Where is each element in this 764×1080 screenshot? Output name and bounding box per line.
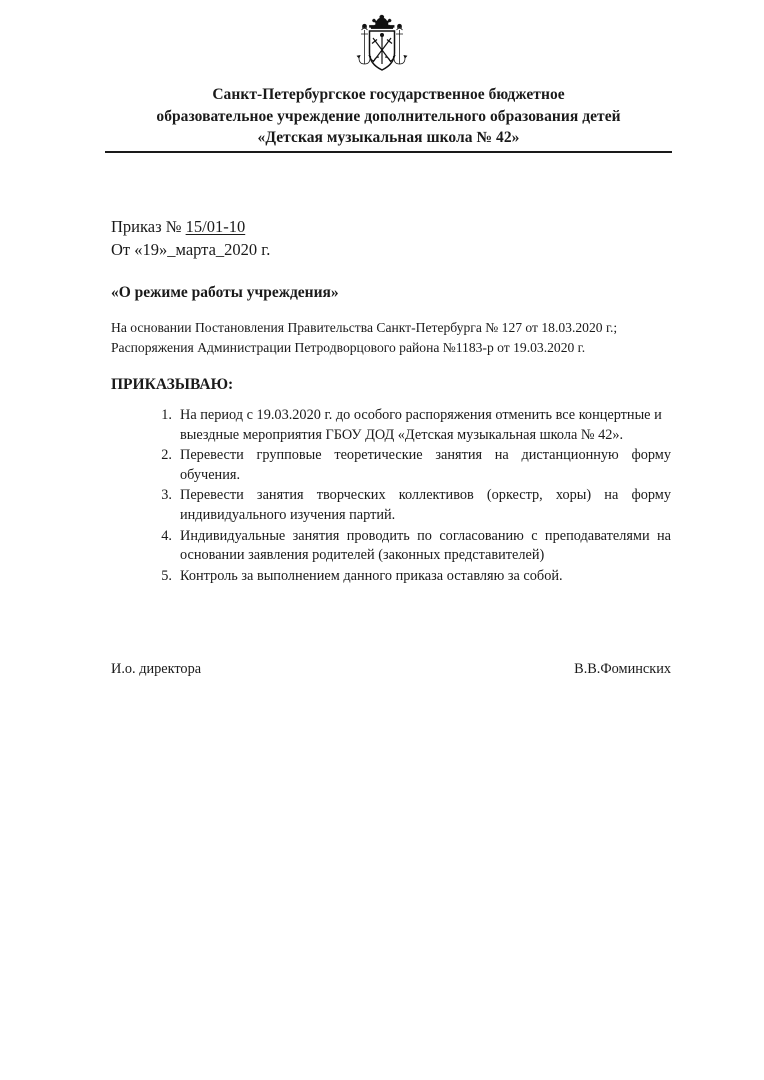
order-date: От «19»_марта_2020 г. — [111, 240, 271, 259]
directive-marker: 2. — [161, 447, 172, 464]
directive-text: Перевести групповые теоретические занятия на дистанционную форму обучения. — [180, 447, 671, 483]
directive-text: Индивидуальные занятия проводить по согласованию с преподавателями на основании заявления родителей (законных представителей) — [180, 527, 671, 564]
directives-list — [150, 406, 671, 587]
legal-basis-line-2: Распоряжения Администрации Петродворцового района №1183-р от 19.03.2020 г. — [111, 339, 586, 355]
signatory-role: И.о. директора — [111, 661, 202, 677]
directive-item — [150, 406, 671, 445]
organization-title-line-3: «Детская музыкальная школа № 42» — [257, 129, 520, 146]
directive-item — [150, 567, 671, 587]
organization-title-line-1: Санкт-Петербургское государственное бюджетное — [212, 86, 565, 103]
directive-item — [150, 486, 671, 525]
directive-marker: 4. — [161, 527, 172, 544]
order-number-line — [111, 216, 245, 238]
signature-block — [111, 659, 671, 679]
directive-text: Перевести занятия творческих коллективов (оркестр, хоры) на форму индивидуального изучения партий. — [180, 487, 671, 523]
order-verb-heading: ПРИКАЗЫВАЮ: — [111, 376, 234, 393]
order-subject: «О режиме работы учреждения» — [111, 284, 339, 301]
legal-basis-line-1: На основании Постановления Правительства Санкт-Петербурга № 127 от 18.03.2020 г.; — [111, 320, 618, 335]
order-number-label: Приказ № — [111, 217, 186, 236]
directive-marker: 1. — [161, 407, 172, 423]
directive-item — [150, 527, 671, 566]
directive-item — [150, 446, 671, 485]
directive-text: Контроль за выполнением данного приказа оставляю за собой. — [180, 567, 563, 584]
organization-title-line-2: образовательное учреждение дополнительного образования детей — [156, 107, 621, 125]
signatory-name: В.В.Фоминских — [574, 661, 671, 677]
directive-text: На период с 19.03.2020 г. до особого распоряжения отменить все концертные и выездные мероприятия ГБОУ ДОД «Детская музыкальная школа № 42». — [180, 407, 662, 443]
legal-basis — [111, 318, 673, 357]
coat-of-arms-emblem — [0, 12, 764, 82]
order-number-value: 15/01-10 — [185, 217, 246, 236]
header-divider — [105, 151, 672, 153]
organization-title — [105, 84, 672, 149]
saint-petersburg-coat-of-arms-icon — [352, 12, 412, 82]
directive-marker: 3. — [161, 487, 172, 504]
directive-marker: 5. — [161, 567, 172, 584]
